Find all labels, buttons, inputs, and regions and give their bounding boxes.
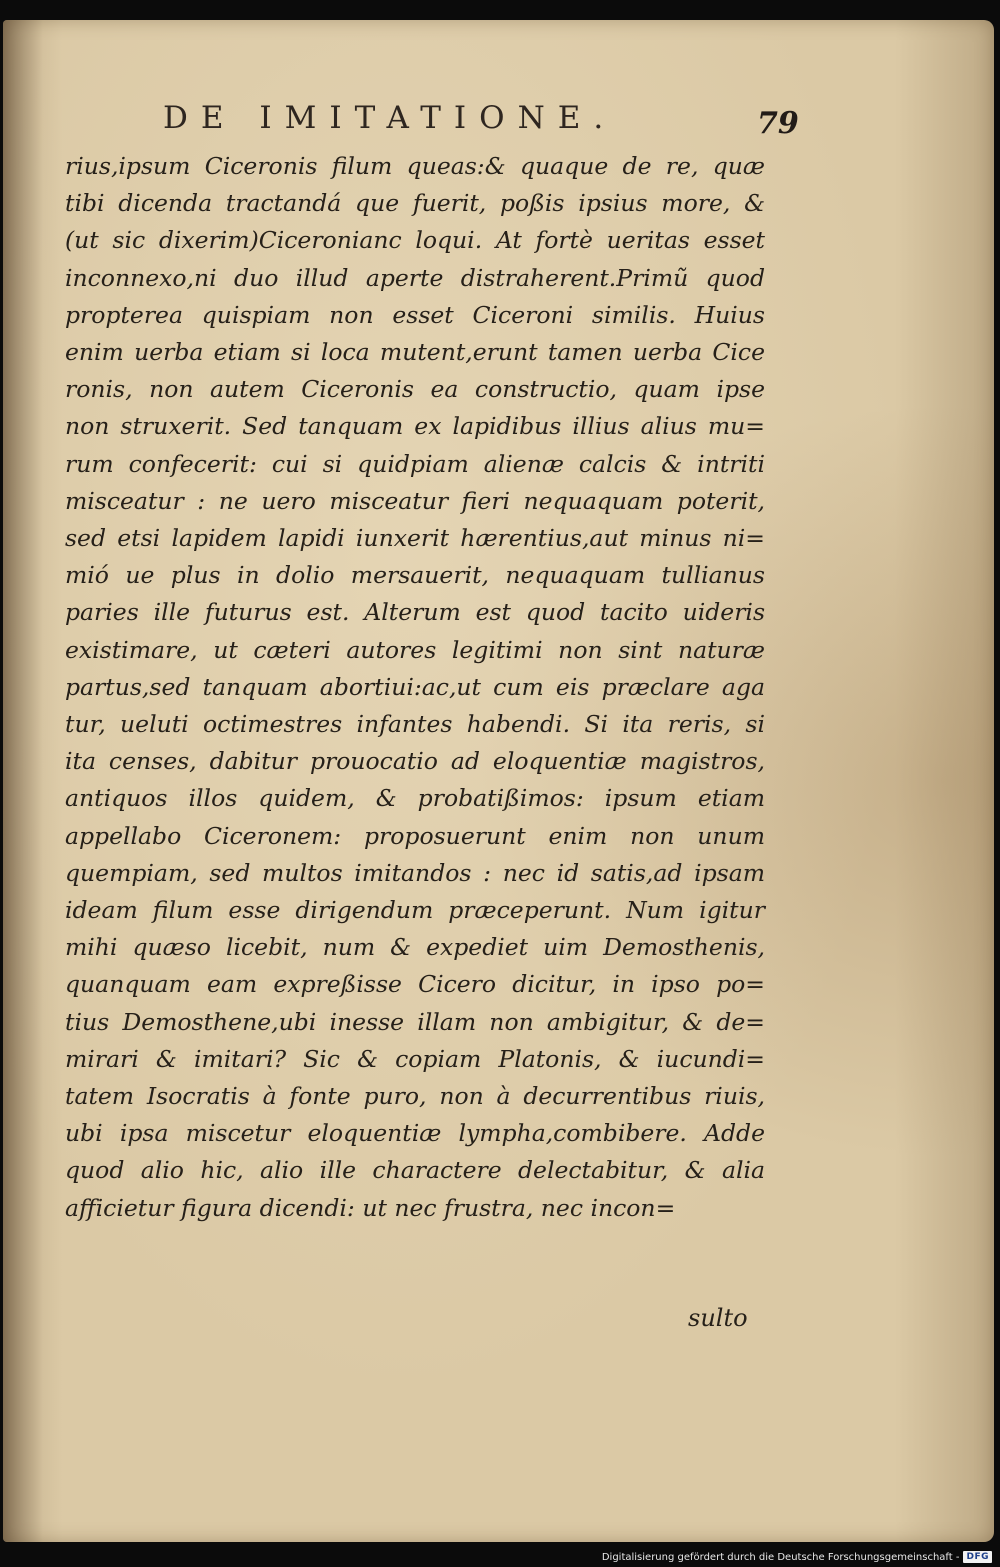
text-line: paries ille futurus est. Alterum est quod tacito uideris <box>65 598 765 627</box>
text-line: appellabo Ciceronem: proposuerunt enim non unum <box>65 821 765 850</box>
text-line: afficietur figura dicendi: ut nec frustra, nec incon= <box>65 1193 676 1222</box>
text-line: mirari & imitari? Sic & copiam Platonis, & iucundi= <box>65 1044 765 1073</box>
text-line: rum confecerit: cui si quidpiam alienæ calcis & intriti <box>65 449 765 478</box>
text-line: rius,ipsum Ciceronis filum queas:& quaque de re, quæ <box>65 152 765 180</box>
text-line: mió ue plus in dolio mersauerit, nequaquam tullianus <box>65 561 765 590</box>
text-line: propterea quispiam non esset Ciceroni similis. Huius <box>65 300 765 329</box>
text-line: (ut sic dixerim)Ciceronianc loqui. At fortè ueritas esset <box>65 226 765 255</box>
text-line: tatem Isocratis à fonte puro, non à decurrentibus riuis, <box>65 1082 765 1111</box>
text-line: misceatur : ne uero misceatur fieri nequaquam poterit, <box>65 486 765 515</box>
text-line: tibi dicenda tractandá que fuerit, poßis ipsius more, & <box>65 189 765 218</box>
page-number: 79 <box>757 106 799 141</box>
text-line: tius Demosthene,ubi inesse illam non ambigitur, & de= <box>65 1007 765 1036</box>
text-line: quempiam, sed multos imitandos : nec id satis,ad ipsam <box>65 858 765 887</box>
dfg-logo: DFG <box>963 1551 992 1563</box>
text-line: tur, ueluti octimestres infantes habendi. Si ita reris, si <box>65 710 765 739</box>
text-line: quanquam eam expreßisse Cicero dicitur, in ipso po= <box>65 970 765 999</box>
text-line: mihi quæso licebit, num & expediet uim Demosthenis, <box>65 933 765 962</box>
text-line: inconnexo,ni duo illud aperte distraherent.Primũ quod <box>65 263 765 292</box>
body-text <box>65 148 765 1227</box>
digitization-credit <box>602 1551 992 1563</box>
text-line: sed etsi lapidem lapidi iunxerit hærentius,aut minus ni= <box>65 524 765 553</box>
text-line: ideam filum esse dirigendum præceperunt. Num igitur <box>65 896 765 925</box>
text-line: enim uerba etiam si loca mutent,erunt tamen uerba Cice <box>65 338 765 367</box>
text-line: ronis, non autem Ciceronis ea constructio, quam ipse <box>65 375 765 404</box>
text-line: partus,sed tanquam abortiui:ac,ut cum eis præclare aga <box>65 672 765 701</box>
gutter-shadow <box>3 20 43 1542</box>
text-line: existimare, ut cæteri autores legitimi non sint naturæ <box>65 635 765 664</box>
text-line: quod alio hic, alio ille charactere delectabitur, & alia <box>65 1156 765 1185</box>
text-line: ubi ipsa miscetur eloquentiæ lympha,combibere. Adde <box>65 1119 765 1148</box>
book-page <box>3 20 994 1542</box>
running-head: DE IMITATIONE. <box>163 100 617 136</box>
catchword: sulto <box>688 1304 748 1332</box>
text-line: ita censes, dabitur prouocatio ad eloquentiæ magistros, <box>65 747 765 776</box>
text-line: non struxerit. Sed tanquam ex lapidibus illius alius mu= <box>65 412 765 441</box>
text-line: antiquos illos quidem, & probatißimos: ipsum etiam <box>65 784 765 813</box>
credit-text: Digitalisierung gefördert durch die Deutsche Forschungsgemeinschaft - <box>601 1551 960 1563</box>
